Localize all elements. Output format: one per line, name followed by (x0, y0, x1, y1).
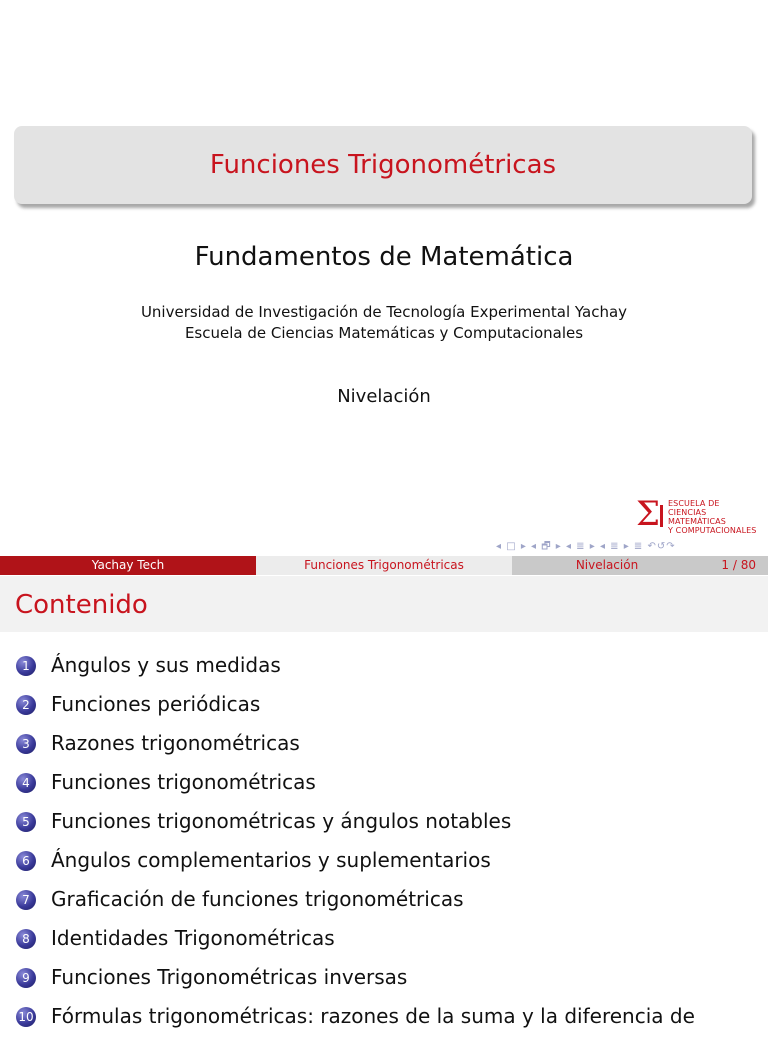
toc-item-label: Fórmulas trigonométricas: razones de la suma y la diferencia de (51, 1004, 695, 1028)
toc-item-label: Ángulos complementarios y suplementarios (51, 848, 491, 872)
beamer-navigation-icons[interactable]: ◂ □ ▸ ◂ 🗗 ▸ ◂ ≣ ▸ ◂ ≣ ▸ ≣ ↶↺↷ (496, 541, 676, 552)
slide-footer (0, 556, 768, 575)
toc-item-label: Funciones trigonométricas (51, 770, 316, 794)
toc-item[interactable] (16, 926, 695, 965)
presentation-subtitle: Fundamentos de Matemática (194, 242, 574, 272)
institution-line-1: Universidad de Investigación de Tecnología Experimental Yachay (140, 303, 628, 321)
toc-item-label: Funciones trigonométricas y ángulos notables (51, 809, 512, 833)
table-of-contents (16, 653, 695, 1043)
toc-item-label: Graficación de funciones trigonométricas (51, 887, 464, 911)
footer-date: Nivelación (575, 558, 639, 572)
footer-info (512, 556, 768, 575)
presentation-title: Funciones Trigonométricas (209, 150, 557, 180)
sigma-logo-icon: Σ (636, 494, 661, 534)
contents-slide (0, 576, 768, 1028)
toc-item-label: Razones trigonométricas (51, 731, 300, 755)
footer-title: Funciones Trigonométricas (256, 556, 512, 575)
title-box (14, 126, 752, 204)
toc-item-label: Funciones periódicas (51, 692, 261, 716)
toc-item-label: Ángulos y sus medidas (51, 653, 281, 677)
toc-item[interactable] (16, 848, 695, 887)
institution-line-2: Escuela de Ciencias Matemáticas y Computacionales (184, 324, 584, 342)
toc-item[interactable] (16, 887, 695, 926)
number-ball-icon: 2 (16, 695, 36, 715)
toc-item[interactable] (16, 653, 695, 692)
number-ball-icon: 6 (16, 851, 36, 871)
number-ball-icon: 4 (16, 773, 36, 793)
logo-text: ESCUELA DE CIENCIAS MATEMÁTICAS Y COMPUTACIONALES (668, 499, 757, 535)
frame-title: Contenido (15, 590, 148, 620)
number-ball-icon: 7 (16, 890, 36, 910)
page-number: 1 / 80 (721, 558, 756, 572)
logo-bar (660, 505, 663, 527)
number-ball-icon: 5 (16, 812, 36, 832)
toc-item[interactable] (16, 692, 695, 731)
footer-author: Yachay Tech (0, 556, 256, 575)
number-ball-icon: 1 (16, 656, 36, 676)
toc-item[interactable] (16, 731, 695, 770)
school-logo (636, 494, 766, 535)
toc-item[interactable] (16, 809, 695, 848)
presentation-date: Nivelación (337, 386, 431, 407)
number-ball-icon: 3 (16, 734, 36, 754)
number-ball-icon: 8 (16, 929, 36, 949)
number-ball-icon: 10 (16, 1007, 36, 1027)
toc-item[interactable] (16, 965, 695, 1004)
toc-item-label: Funciones Trigonométricas inversas (51, 965, 408, 989)
toc-item-label: Identidades Trigonométricas (51, 926, 335, 950)
frame-title-bar (0, 576, 768, 632)
number-ball-icon: 9 (16, 968, 36, 988)
toc-item[interactable] (16, 770, 695, 809)
